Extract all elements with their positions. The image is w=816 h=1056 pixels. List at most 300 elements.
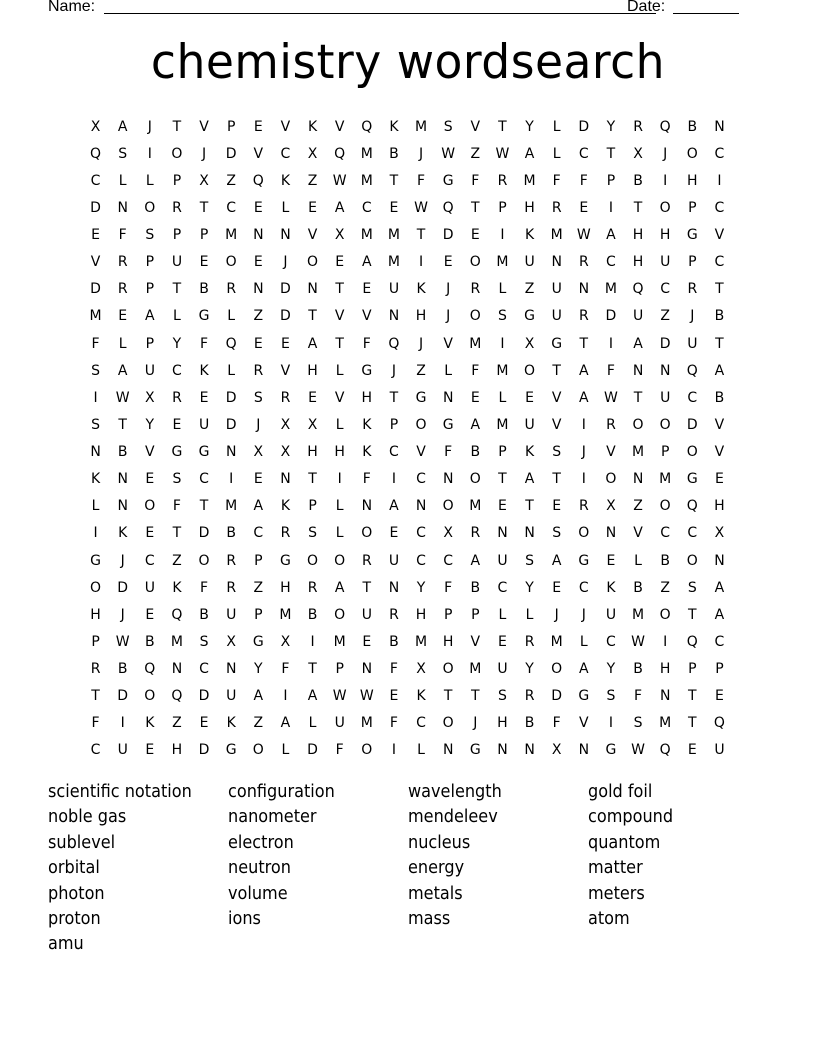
grid-cell[interactable]: U: [551, 308, 562, 325]
grid-cell[interactable]: N: [632, 471, 644, 488]
grid-cell[interactable]: U: [144, 362, 155, 379]
grid-cell[interactable]: C: [90, 742, 101, 759]
grid-cell[interactable]: G: [198, 444, 210, 461]
grid-cell[interactable]: P: [226, 118, 236, 135]
grid-cell[interactable]: Q: [252, 172, 264, 189]
grid-cell[interactable]: B: [199, 606, 209, 623]
grid-cell[interactable]: H: [171, 742, 183, 759]
grid-cell[interactable]: L: [335, 416, 344, 433]
grid-cell[interactable]: C: [660, 525, 671, 542]
grid-cell[interactable]: D: [117, 579, 129, 596]
grid-cell[interactable]: M: [89, 308, 102, 325]
grid-cell[interactable]: R: [361, 552, 372, 569]
grid-cell[interactable]: R: [90, 661, 101, 678]
grid-cell[interactable]: H: [334, 444, 345, 461]
grid-cell[interactable]: O: [659, 416, 671, 433]
grid-cell[interactable]: P: [389, 416, 399, 433]
grid-cell[interactable]: X: [606, 498, 616, 515]
grid-cell[interactable]: R: [687, 281, 698, 298]
grid-cell[interactable]: L: [281, 742, 290, 759]
grid-cell[interactable]: V: [470, 118, 481, 135]
grid-cell[interactable]: K: [362, 416, 372, 433]
grid-cell[interactable]: P: [688, 661, 697, 678]
grid-cell[interactable]: H: [632, 254, 644, 271]
grid-cell[interactable]: C: [416, 715, 426, 732]
grid-cell[interactable]: S: [443, 118, 453, 135]
grid-cell[interactable]: O: [469, 471, 481, 488]
grid-cell[interactable]: E: [389, 199, 399, 216]
grid-cell[interactable]: L: [634, 552, 642, 569]
grid-cell[interactable]: X: [280, 633, 291, 650]
grid-cell[interactable]: T: [552, 362, 561, 379]
grid-cell[interactable]: E: [715, 471, 724, 488]
grid-cell[interactable]: C: [578, 579, 589, 596]
grid-cell[interactable]: D: [198, 525, 210, 542]
grid-cell[interactable]: T: [335, 281, 344, 298]
grid-cell[interactable]: O: [171, 145, 183, 162]
grid-cell[interactable]: C: [687, 525, 698, 542]
grid-cell[interactable]: U: [388, 281, 400, 298]
grid-cell[interactable]: I: [93, 389, 98, 406]
grid-cell[interactable]: E: [715, 688, 724, 705]
grid-cell[interactable]: V: [714, 444, 725, 461]
grid-cell[interactable]: K: [389, 118, 399, 135]
grid-cell[interactable]: C: [578, 145, 589, 162]
grid-cell[interactable]: X: [307, 145, 318, 162]
grid-cell[interactable]: T: [498, 471, 507, 488]
grid-cell[interactable]: C: [497, 579, 508, 596]
grid-cell[interactable]: T: [606, 145, 616, 162]
grid-cell[interactable]: W: [359, 688, 374, 705]
grid-cell[interactable]: E: [552, 579, 562, 596]
grid-cell[interactable]: I: [608, 335, 613, 352]
grid-cell[interactable]: D: [442, 227, 454, 244]
grid-cell[interactable]: I: [120, 715, 125, 732]
name-field-line[interactable]: [104, 13, 656, 14]
grid-cell[interactable]: L: [118, 172, 127, 189]
grid-cell[interactable]: O: [307, 552, 319, 569]
grid-cell[interactable]: A: [253, 498, 264, 515]
grid-cell[interactable]: K: [90, 471, 101, 488]
grid-cell[interactable]: R: [524, 633, 535, 650]
grid-cell[interactable]: V: [633, 525, 643, 542]
grid-cell[interactable]: F: [444, 444, 453, 461]
grid-cell[interactable]: L: [498, 281, 507, 298]
grid-cell[interactable]: Q: [659, 118, 671, 135]
grid-cell[interactable]: M: [360, 172, 373, 189]
grid-cell[interactable]: M: [632, 606, 645, 623]
grid-cell[interactable]: M: [279, 606, 292, 623]
grid-cell[interactable]: V: [606, 444, 616, 461]
grid-cell[interactable]: N: [605, 525, 617, 542]
grid-cell[interactable]: W: [115, 389, 130, 406]
grid-cell[interactable]: I: [717, 172, 722, 189]
grid-cell[interactable]: G: [524, 308, 535, 325]
grid-cell[interactable]: B: [307, 606, 318, 623]
grid-cell[interactable]: A: [117, 118, 128, 135]
grid-cell[interactable]: O: [469, 254, 481, 271]
grid-cell[interactable]: D: [280, 308, 291, 325]
grid-cell[interactable]: C: [389, 444, 399, 461]
grid-cell[interactable]: R: [551, 199, 562, 216]
grid-cell[interactable]: I: [147, 145, 152, 162]
grid-cell[interactable]: Z: [660, 308, 670, 325]
grid-cell[interactable]: O: [442, 661, 454, 678]
grid-cell[interactable]: P: [660, 444, 670, 461]
grid-cell[interactable]: A: [551, 552, 562, 569]
grid-cell[interactable]: J: [554, 606, 559, 623]
grid-cell[interactable]: R: [389, 606, 399, 623]
grid-cell[interactable]: P: [91, 633, 100, 650]
grid-cell[interactable]: B: [714, 308, 725, 325]
grid-cell[interactable]: I: [608, 715, 613, 732]
grid-cell[interactable]: E: [145, 525, 155, 542]
grid-cell[interactable]: N: [253, 281, 264, 298]
grid-cell[interactable]: J: [418, 335, 424, 352]
grid-cell[interactable]: F: [444, 579, 453, 596]
grid-cell[interactable]: T: [471, 199, 480, 216]
grid-cell[interactable]: E: [498, 633, 507, 650]
grid-cell[interactable]: N: [117, 199, 128, 216]
grid-cell[interactable]: H: [659, 227, 671, 244]
grid-cell[interactable]: L: [91, 498, 100, 515]
grid-cell[interactable]: V: [199, 118, 209, 135]
grid-cell[interactable]: T: [389, 389, 399, 406]
grid-cell[interactable]: S: [497, 688, 507, 705]
grid-cell[interactable]: W: [441, 145, 456, 162]
grid-cell[interactable]: N: [225, 444, 237, 461]
grid-cell[interactable]: T: [715, 335, 724, 352]
grid-cell[interactable]: T: [498, 118, 507, 135]
grid-cell[interactable]: S: [308, 525, 317, 542]
grid-cell[interactable]: N: [524, 525, 535, 542]
grid-cell[interactable]: S: [91, 416, 100, 433]
grid-cell[interactable]: T: [688, 715, 697, 732]
grid-cell[interactable]: N: [524, 742, 535, 759]
grid-cell[interactable]: D: [117, 688, 129, 705]
grid-cell[interactable]: L: [335, 498, 344, 515]
grid-cell[interactable]: N: [415, 498, 427, 515]
grid-cell[interactable]: Q: [442, 199, 454, 216]
grid-cell[interactable]: L: [525, 606, 534, 623]
grid-cell[interactable]: O: [524, 362, 536, 379]
grid-cell[interactable]: K: [524, 444, 535, 461]
grid-cell[interactable]: Z: [660, 579, 670, 596]
grid-cell[interactable]: W: [332, 172, 347, 189]
grid-cell[interactable]: T: [552, 471, 561, 488]
grid-cell[interactable]: R: [578, 498, 589, 515]
grid-cell[interactable]: A: [579, 661, 589, 678]
grid-cell[interactable]: C: [606, 633, 616, 650]
grid-cell[interactable]: O: [686, 444, 698, 461]
grid-cell[interactable]: M: [550, 227, 563, 244]
grid-cell[interactable]: R: [117, 254, 128, 271]
grid-cell[interactable]: Y: [145, 416, 155, 433]
grid-cell[interactable]: T: [172, 281, 182, 298]
grid-cell[interactable]: S: [253, 389, 263, 406]
grid-cell[interactable]: F: [471, 172, 480, 189]
grid-cell[interactable]: T: [525, 498, 534, 515]
grid-cell[interactable]: E: [579, 199, 589, 216]
grid-cell[interactable]: Z: [172, 715, 182, 732]
grid-cell[interactable]: F: [362, 335, 371, 352]
grid-cell[interactable]: G: [578, 688, 590, 705]
grid-cell[interactable]: P: [606, 172, 616, 189]
grid-cell[interactable]: X: [145, 389, 155, 406]
grid-cell[interactable]: C: [714, 199, 725, 216]
grid-cell[interactable]: U: [198, 416, 210, 433]
grid-cell[interactable]: J: [283, 254, 288, 271]
grid-cell[interactable]: V: [334, 389, 345, 406]
grid-cell[interactable]: N: [253, 227, 264, 244]
grid-cell[interactable]: E: [253, 199, 263, 216]
grid-cell[interactable]: M: [387, 254, 400, 271]
grid-cell[interactable]: P: [172, 227, 182, 244]
grid-cell[interactable]: J: [663, 145, 668, 162]
grid-cell[interactable]: L: [498, 606, 507, 623]
grid-cell[interactable]: H: [415, 308, 427, 325]
grid-cell[interactable]: X: [199, 172, 209, 189]
grid-cell[interactable]: D: [198, 742, 210, 759]
grid-cell[interactable]: R: [172, 199, 182, 216]
grid-cell[interactable]: N: [551, 254, 562, 271]
grid-cell[interactable]: O: [307, 254, 319, 271]
grid-cell[interactable]: C: [687, 389, 698, 406]
grid-cell[interactable]: Z: [633, 498, 643, 515]
grid-cell[interactable]: R: [280, 525, 291, 542]
grid-cell[interactable]: T: [199, 199, 209, 216]
grid-cell[interactable]: X: [551, 742, 562, 759]
grid-cell[interactable]: Y: [416, 579, 426, 596]
grid-cell[interactable]: P: [145, 335, 155, 352]
grid-cell[interactable]: E: [145, 742, 155, 759]
grid-cell[interactable]: O: [334, 552, 346, 569]
grid-cell[interactable]: Y: [606, 661, 616, 678]
grid-cell[interactable]: F: [200, 579, 209, 596]
grid-cell[interactable]: C: [714, 254, 725, 271]
grid-cell[interactable]: R: [226, 552, 237, 569]
grid-cell[interactable]: F: [471, 362, 480, 379]
grid-cell[interactable]: U: [660, 254, 671, 271]
grid-cell[interactable]: R: [524, 688, 535, 705]
grid-cell[interactable]: T: [416, 227, 426, 244]
grid-cell[interactable]: G: [361, 362, 373, 379]
grid-cell[interactable]: M: [496, 362, 509, 379]
grid-cell[interactable]: M: [469, 498, 482, 515]
grid-cell[interactable]: N: [361, 661, 373, 678]
grid-cell[interactable]: K: [416, 688, 426, 705]
grid-cell[interactable]: O: [469, 308, 481, 325]
grid-cell[interactable]: H: [632, 227, 644, 244]
grid-cell[interactable]: T: [688, 688, 697, 705]
grid-cell[interactable]: E: [498, 498, 507, 515]
grid-cell[interactable]: L: [308, 715, 317, 732]
grid-cell[interactable]: I: [663, 633, 668, 650]
grid-cell[interactable]: I: [283, 688, 288, 705]
grid-cell[interactable]: C: [90, 172, 101, 189]
grid-cell[interactable]: D: [307, 742, 318, 759]
grid-cell[interactable]: Z: [253, 715, 264, 732]
grid-cell[interactable]: U: [605, 606, 617, 623]
grid-cell[interactable]: P: [172, 172, 182, 189]
grid-cell[interactable]: B: [470, 579, 481, 596]
grid-cell[interactable]: E: [470, 227, 480, 244]
grid-cell[interactable]: H: [714, 498, 725, 515]
grid-cell[interactable]: M: [469, 661, 482, 678]
grid-cell[interactable]: V: [334, 308, 345, 325]
grid-cell[interactable]: A: [307, 335, 318, 352]
grid-cell[interactable]: R: [470, 281, 481, 298]
grid-cell[interactable]: F: [389, 661, 398, 678]
grid-cell[interactable]: L: [145, 172, 154, 189]
grid-cell[interactable]: E: [362, 633, 372, 650]
grid-cell[interactable]: P: [498, 199, 507, 216]
grid-cell[interactable]: H: [442, 633, 454, 650]
grid-cell[interactable]: E: [199, 254, 209, 271]
grid-cell[interactable]: A: [606, 227, 616, 244]
grid-cell[interactable]: R: [253, 362, 264, 379]
grid-cell[interactable]: M: [604, 281, 617, 298]
grid-cell[interactable]: Z: [416, 362, 426, 379]
grid-cell[interactable]: G: [198, 308, 210, 325]
grid-cell[interactable]: Z: [470, 145, 481, 162]
grid-cell[interactable]: J: [120, 552, 125, 569]
grid-cell[interactable]: E: [253, 254, 263, 271]
grid-cell[interactable]: C: [416, 471, 426, 488]
grid-cell[interactable]: M: [170, 633, 183, 650]
grid-cell[interactable]: W: [495, 145, 510, 162]
grid-cell[interactable]: L: [281, 199, 290, 216]
grid-cell[interactable]: A: [253, 688, 264, 705]
grid-cell[interactable]: I: [418, 254, 424, 271]
grid-cell[interactable]: B: [389, 145, 399, 162]
grid-cell[interactable]: Q: [388, 335, 400, 352]
grid-cell[interactable]: H: [307, 444, 318, 461]
grid-cell[interactable]: E: [389, 688, 399, 705]
grid-cell[interactable]: N: [497, 742, 508, 759]
grid-cell[interactable]: F: [200, 335, 209, 352]
grid-cell[interactable]: O: [551, 661, 563, 678]
grid-cell[interactable]: X: [416, 661, 426, 678]
grid-cell[interactable]: C: [280, 145, 291, 162]
grid-cell[interactable]: T: [308, 471, 317, 488]
grid-cell[interactable]: T: [443, 688, 453, 705]
grid-cell[interactable]: J: [446, 308, 451, 325]
grid-cell[interactable]: C: [606, 254, 616, 271]
grid-cell[interactable]: S: [687, 579, 697, 596]
grid-cell[interactable]: Y: [525, 661, 534, 678]
grid-cell[interactable]: R: [117, 281, 128, 298]
grid-cell[interactable]: S: [497, 308, 507, 325]
grid-cell[interactable]: L: [417, 742, 425, 759]
grid-cell[interactable]: A: [579, 389, 589, 406]
grid-cell[interactable]: U: [687, 335, 698, 352]
grid-cell[interactable]: F: [91, 335, 100, 352]
grid-cell[interactable]: N: [442, 742, 454, 759]
grid-cell[interactable]: U: [334, 715, 345, 732]
grid-cell[interactable]: P: [688, 199, 697, 216]
grid-cell[interactable]: T: [118, 416, 127, 433]
grid-cell[interactable]: J: [446, 281, 451, 298]
grid-cell[interactable]: A: [579, 362, 589, 379]
grid-cell[interactable]: E: [199, 715, 209, 732]
grid-cell[interactable]: Q: [225, 335, 237, 352]
grid-cell[interactable]: L: [335, 525, 344, 542]
grid-cell[interactable]: B: [117, 444, 128, 461]
grid-cell[interactable]: L: [444, 362, 453, 379]
grid-cell[interactable]: J: [147, 118, 152, 135]
grid-cell[interactable]: Y: [254, 661, 263, 678]
grid-cell[interactable]: C: [253, 525, 264, 542]
grid-cell[interactable]: U: [714, 742, 725, 759]
grid-cell[interactable]: E: [389, 525, 399, 542]
grid-cell[interactable]: F: [335, 742, 344, 759]
grid-cell[interactable]: B: [524, 715, 535, 732]
grid-cell[interactable]: J: [201, 145, 207, 162]
grid-cell[interactable]: R: [578, 254, 589, 271]
grid-cell[interactable]: M: [333, 633, 346, 650]
grid-cell[interactable]: W: [332, 688, 347, 705]
grid-cell[interactable]: P: [335, 661, 344, 678]
grid-cell[interactable]: S: [118, 145, 128, 162]
grid-cell[interactable]: R: [226, 579, 237, 596]
grid-cell[interactable]: X: [633, 145, 643, 162]
grid-cell[interactable]: A: [334, 199, 345, 216]
grid-cell[interactable]: V: [334, 118, 345, 135]
grid-cell[interactable]: C: [199, 661, 209, 678]
grid-cell[interactable]: U: [388, 552, 400, 569]
grid-cell[interactable]: V: [714, 227, 725, 244]
grid-cell[interactable]: Q: [632, 281, 644, 298]
grid-cell[interactable]: F: [118, 227, 127, 244]
grid-cell[interactable]: P: [254, 552, 263, 569]
grid-cell[interactable]: R: [497, 172, 508, 189]
grid-cell[interactable]: Z: [253, 308, 264, 325]
grid-cell[interactable]: Q: [90, 145, 102, 162]
grid-cell[interactable]: F: [172, 498, 181, 515]
grid-cell[interactable]: I: [663, 172, 668, 189]
grid-cell[interactable]: P: [688, 254, 697, 271]
grid-cell[interactable]: V: [416, 444, 426, 461]
grid-cell[interactable]: H: [307, 362, 318, 379]
grid-cell[interactable]: Q: [144, 661, 156, 678]
grid-cell[interactable]: N: [442, 471, 454, 488]
grid-cell[interactable]: E: [172, 416, 182, 433]
grid-cell[interactable]: C: [660, 281, 671, 298]
grid-cell[interactable]: X: [307, 416, 318, 433]
grid-cell[interactable]: U: [361, 606, 372, 623]
grid-cell[interactable]: J: [473, 715, 478, 732]
grid-cell[interactable]: O: [632, 416, 644, 433]
grid-cell[interactable]: Z: [172, 552, 182, 569]
grid-cell[interactable]: X: [226, 633, 236, 650]
grid-cell[interactable]: N: [442, 389, 454, 406]
grid-cell[interactable]: Z: [307, 172, 318, 189]
grid-cell[interactable]: D: [280, 281, 291, 298]
grid-cell[interactable]: J: [581, 606, 586, 623]
grid-cell[interactable]: W: [631, 742, 645, 759]
grid-cell[interactable]: S: [145, 227, 155, 244]
grid-cell[interactable]: B: [687, 118, 698, 135]
grid-cell[interactable]: U: [551, 281, 562, 298]
grid-cell[interactable]: P: [254, 606, 263, 623]
grid-cell[interactable]: V: [714, 416, 725, 433]
grid-cell[interactable]: G: [551, 335, 563, 352]
grid-cell[interactable]: N: [659, 362, 671, 379]
grid-cell[interactable]: E: [362, 281, 372, 298]
grid-cell[interactable]: E: [687, 742, 697, 759]
grid-cell[interactable]: M: [469, 335, 482, 352]
